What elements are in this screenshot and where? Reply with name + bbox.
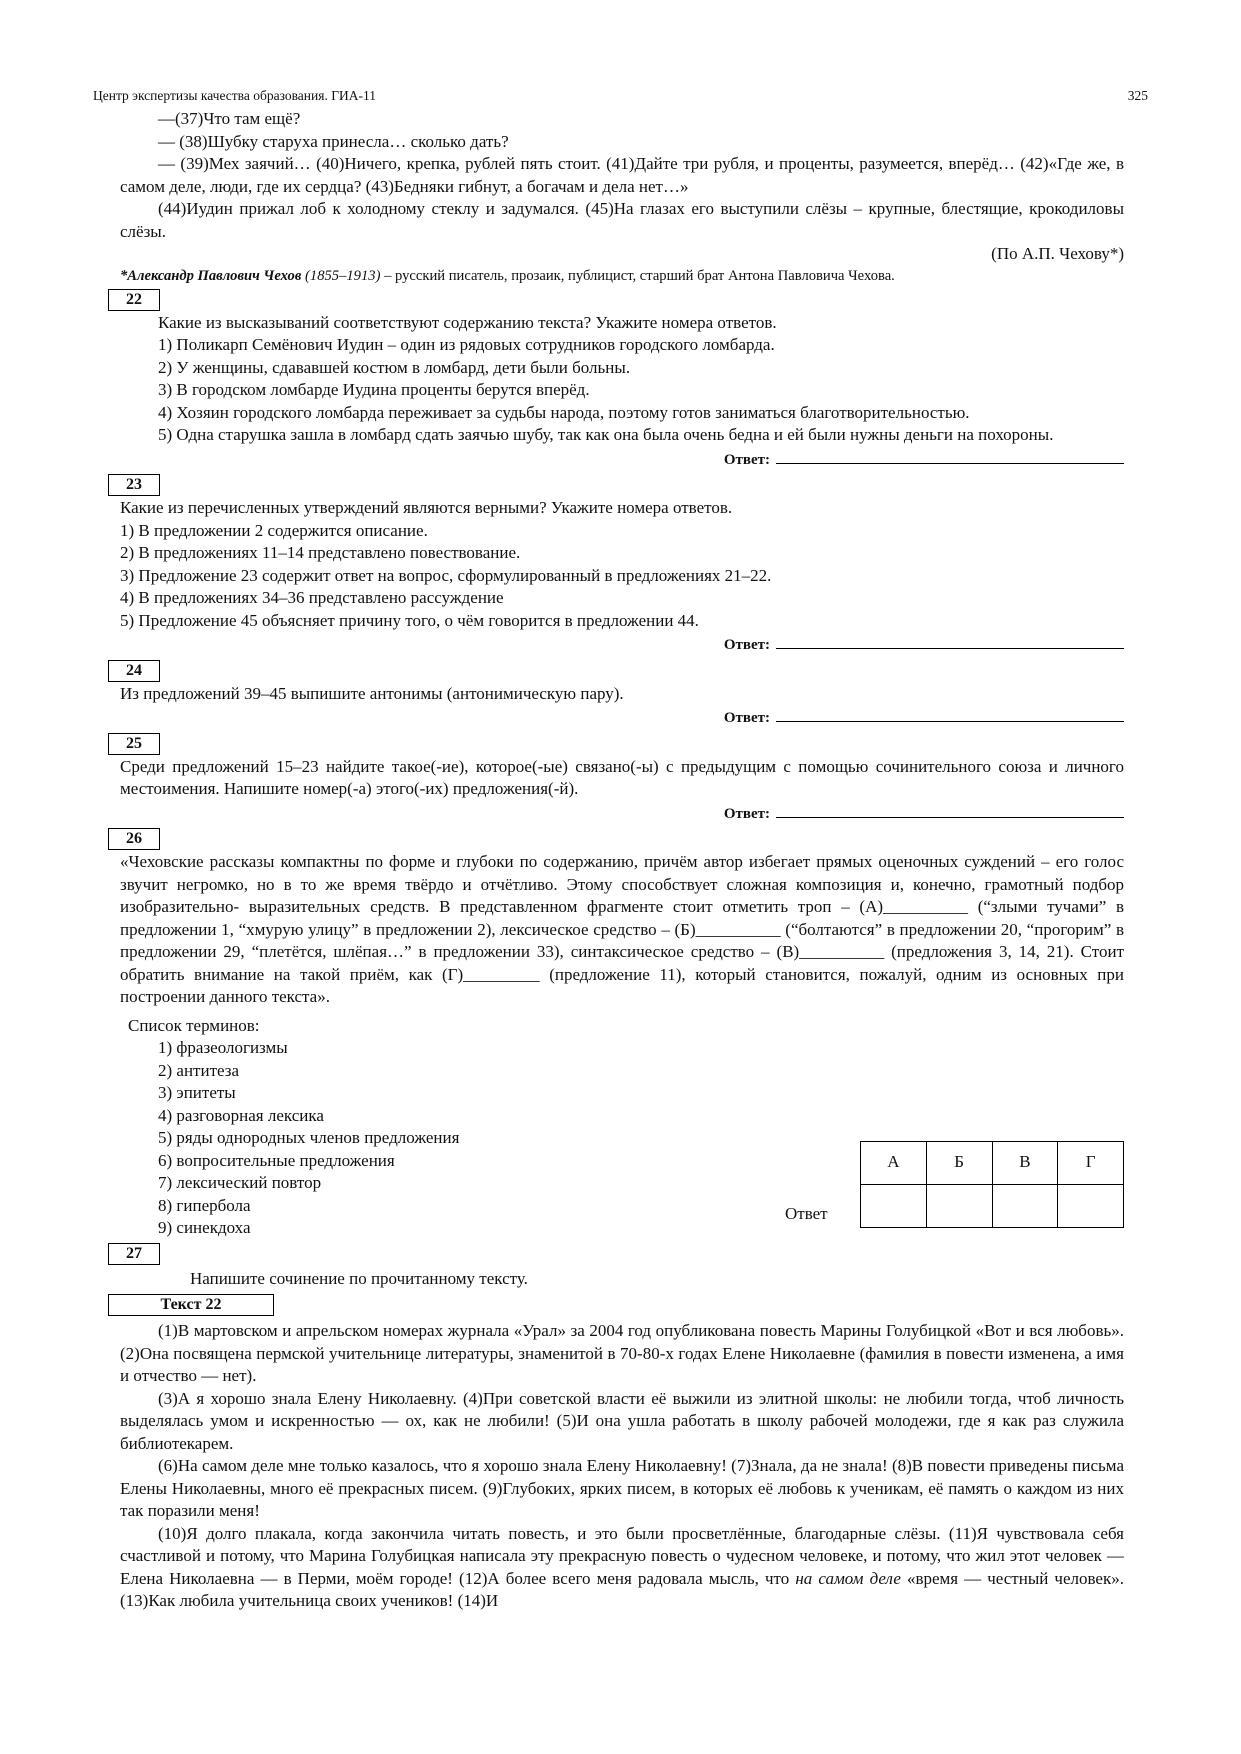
italic-phrase: на самом деле — [795, 1568, 901, 1588]
passage-line: —(37)Что там ещё? — [158, 109, 301, 128]
answer-blank[interactable] — [776, 634, 1124, 649]
running-header: Центр экспертизы качества образования. ГИА-11 — [93, 88, 376, 103]
footnote-name: *Александр Павлович Чехов — [120, 267, 302, 284]
text-fragment: (10)Я долго плакала, когда закончила читать повесть, и это были просветлённые, благодарные слёзы. (11)Я чувствовала себя счастливой и потому, что Марина Голубицкая написала эту прекрасную повесть о чудесном человеке, и потому, что жил этот человек — Елена Николаевна — в Перми, моём городе! (12)А более всего меня радовала мысль, что — [120, 1523, 1124, 1588]
question-number-25: 25 — [108, 733, 160, 755]
question-number-22: 22 — [108, 289, 160, 311]
text-paragraph: (1)В мартовском и апрельском номерах журнала «Урал» за 2004 год опубликована повесть Марины Голубицкой «Вот и вся любовь». (2)Она посвящена пермской учительнице литературы, знаменитой в 70-80-х годах Елене Николаевне (фамилия в повести изменена, а имя и отчество — нет). — [120, 1321, 1124, 1385]
table-header-b: Б — [926, 1141, 992, 1184]
term: 5) ряды однородных членов предложения — [158, 1128, 460, 1147]
footnote — [120, 266, 1124, 286]
question-prompt: Среди предложений 15–23 найдите такое(-ие), которое(-ые) связано(-ы) с предыдущим с помощью сочинительного союза и личного местоимения. Напишите номер(-а) этого(-их) предложения(-й). — [120, 756, 1124, 798]
option: 4) Хозяин городского ломбарда переживает за судьбы народа, поэтому готов заниматься благотворительностью. — [158, 402, 970, 422]
question-prompt: Какие из перечисленных утверждений являются верными? Укажите номера ответов. — [120, 498, 733, 517]
answer-blank[interactable] — [776, 707, 1124, 722]
option: 5) Одна старушка зашла в ломбард сдать заячью шубу, так как она была очень бедна и ей были нужны деньги на похороны. — [158, 425, 1054, 444]
passage-source: (По А.П. Чехову*) — [991, 244, 1124, 263]
answer-line-24[interactable] — [120, 706, 1124, 730]
page-number: 325 — [1127, 88, 1148, 103]
footnote-years: (1855–1913) — [305, 267, 381, 284]
answer-line-23[interactable] — [120, 633, 1124, 657]
question-number-23: 23 — [108, 474, 160, 496]
term: 4) разговорная лексика — [158, 1105, 324, 1125]
answer-label: Ответ: — [723, 805, 770, 822]
passage-line: — (38)Шубку старуха принесла… сколько дать? — [158, 131, 509, 151]
answer-label: Ответ: — [723, 710, 770, 726]
table-header-v: В — [992, 1141, 1058, 1184]
answer-label: Ответ: — [723, 451, 770, 468]
question-number-24: 24 — [108, 660, 160, 682]
text-paragraph: (6)На самом деле мне только казалось, что я хорошо знала Елену Николаевну! (7)Знала, да не знала! (8)В повести приведены письма Елены Николаевны, много её прекрасных писем. (9)Глубоких, ярких писем, в которых её любовь к ученикам, её память о каждом из них так поразили меня! — [120, 1456, 1124, 1520]
passage-line: (44)Иудин прижал лоб к холодному стеклу и задумался. (45)На глазах его выступили слёзы – крупные, блестящие, крокодиловы слёзы. — [120, 199, 1124, 241]
option: 3) Предложение 23 содержит ответ на вопрос, сформулированный в предложениях 21–22. — [120, 565, 772, 585]
answer-label: Ответ: — [723, 637, 770, 653]
answer-table — [860, 1141, 1124, 1228]
question-prompt: Напишите сочинение по прочитанному тексту. — [190, 1268, 528, 1288]
answer-cell-b[interactable] — [926, 1184, 992, 1227]
page-body — [120, 108, 1124, 1613]
term: 2) антитеза — [158, 1060, 240, 1080]
question-prompt: «Чеховские рассказы компактны по форме и глубоки по содержанию, причём автор избегает прямых оценочных суждений – его голос звучит негромко, но в то же время твёрдо и отчётливо. Этому способствует сложная композиция и, конечно, грамотный подбор изобразительно- выразительных средств. В представленном фрагменте стоит отметить троп – (А)__________ (“злыми тучами” в предложении 1, “хмурую улицу” в предложении 2), лексическое средство – (Б)__________ (“болтаются” в предложении 20, “прогорим” в предложении 29, “плетётся, шлёпая…” в предложении 33), синтаксическое средство – (В)__________ (предложения 3, 14, 21). Стоит обратить внимание на такой приём, как (Г)_________ (предложение 11), который становится, пожалуй, одним из основных при построении данного текста». — [120, 852, 1124, 1006]
term: 8) гипербола — [158, 1195, 251, 1215]
option: 1) Поликарп Семёнович Иудин – один из рядовых сотрудников городского ломбарда. — [158, 335, 775, 354]
terms-section — [120, 1015, 1124, 1240]
terms-title: Список терминов: — [128, 1015, 260, 1035]
passage-line: — (39)Мех заячий… (40)Ничего, крепка, рублей пять стоит. (41)Дайте три рубля, и проценты, разумеется, вперёд… (42)«Где же, в самом деле, люди, где их сердца? (43)Бедняки гибнут, а богачам и дела нет…» — [120, 154, 1124, 196]
option: 5) Предложение 45 объясняет причину того, о чём говорится в предложении 44. — [120, 610, 699, 630]
text-title: Текст 22 — [108, 1294, 274, 1316]
answer-blank[interactable] — [776, 449, 1124, 464]
term: 7) лексический повтор — [158, 1173, 322, 1192]
text-paragraph — [120, 1523, 1124, 1613]
option: 4) В предложениях 34–36 представлено рассуждение — [120, 588, 504, 607]
question-number-26: 26 — [108, 828, 160, 850]
question-prompt: Какие из высказываний соответствуют содержанию текста? Укажите номера ответов. — [158, 312, 777, 332]
answer-blank[interactable] — [776, 803, 1124, 818]
term: 9) синекдоха — [158, 1218, 251, 1237]
question-number-27: 27 — [108, 1243, 160, 1265]
text-fragment: «время — честный человек». (13)Как любила учительница своих учеников! (14)И — [120, 1568, 1124, 1610]
option: 3) В городском ломбарде Иудина проценты берутся вперёд. — [158, 380, 590, 399]
term: 6) вопросительные предложения — [158, 1150, 395, 1170]
text-paragraph: (3)А я хорошо знала Елену Николаевну. (4)При советской власти её выжили из элитной школы: не любили тогда, чтоб личность выделялась умом и искренностью — ох, как не любили! (5)И она ушла работать в школу рабочей молодежи, где я как раз служила библиотекарем. — [120, 1388, 1124, 1453]
answer-cell-a[interactable] — [861, 1184, 927, 1227]
term: 1) фразеологизмы — [158, 1038, 288, 1057]
option: 1) В предложении 2 содержится описание. — [120, 520, 428, 540]
answer-table-label: Ответ — [785, 1203, 828, 1223]
table-header-g: Г — [1058, 1141, 1124, 1184]
option: 2) В предложениях 11–14 представлено повествование. — [120, 543, 521, 562]
question-prompt: Из предложений 39–45 выпишите антонимы (антонимическую пару). — [120, 683, 624, 703]
answer-cell-v[interactable] — [992, 1184, 1058, 1227]
option: 2) У женщины, сдававшей костюм в ломбард, дети были больны. — [158, 357, 631, 377]
table-header-a: А — [861, 1141, 927, 1184]
answer-line-25[interactable] — [120, 802, 1124, 826]
term: 3) эпитеты — [158, 1083, 236, 1102]
answer-line-22[interactable] — [120, 448, 1124, 472]
footnote-text: – русский писатель, прозаик, публицист, старший брат Антона Павловича Чехова. — [380, 267, 895, 284]
answer-cell-g[interactable] — [1058, 1184, 1124, 1227]
